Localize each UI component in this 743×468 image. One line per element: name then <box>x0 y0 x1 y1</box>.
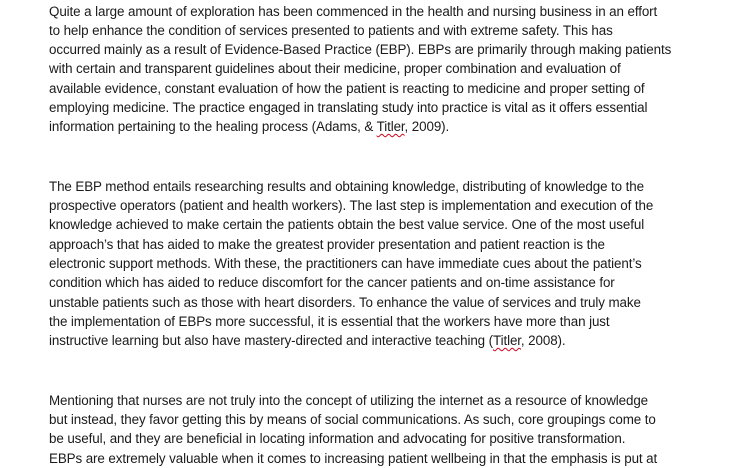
paragraph-line: Quite a large amount of exploration has been commenced in the health and nursing business in an effort <box>49 4 658 19</box>
paragraph-line: knowledge achieved to make certain the patients obtain the best value service. One of the most useful <box>49 217 645 232</box>
text-run: , 2009). <box>404 119 450 134</box>
paragraph-line: electronic support methods. With these, the practitioners can have immediate cues about the patient’s <box>49 256 642 271</box>
spelling-flag[interactable]: Titler <box>493 333 521 348</box>
paragraph-line: unstable patients such as those with heart disorders. To enhance the value of services and truly make <box>49 295 641 310</box>
paragraph-line <box>49 331 566 350</box>
spelling-flag[interactable]: Titler <box>376 119 405 134</box>
paragraph-line: employing medicine. The practice engaged in translating study into practice is vital as it offers essential <box>49 100 648 115</box>
paragraph-line: to help enhance the condition of services presented to patients and with extreme safety. This has <box>49 23 613 38</box>
paragraph-line: Mentioning that nurses are not truly into the concept of utilizing the internet as a resource of knowledge <box>49 393 649 408</box>
text-run: information pertaining to the healing process (Adams, & <box>49 119 377 134</box>
paragraph-line: occurred mainly as a result of Evidence-Based Practice (EBP). EBPs are primarily through making patients <box>49 42 672 57</box>
paragraph-line: with certain and transparent guidelines about their medicine, proper combination and evaluation of <box>49 61 621 76</box>
paragraph-line: condition which has aided to reduce discomfort for the cancer patients and on-time assistance for <box>49 275 615 290</box>
paragraph-line: EBPs are extremely valuable when it comes to increasing patient wellbeing in that the emphasis is put at <box>49 451 658 466</box>
text-run: , 2008). <box>520 333 566 348</box>
paragraph-line: but instead, they favor getting this by means of social communications. As such, core groupings come to <box>49 412 656 427</box>
paragraph-line: available evidence, constant evaluation of how the patient is reacting to medicine and proper setting of <box>49 81 645 96</box>
paragraph-line: The EBP method entails researching results and obtaining knowledge, distributing of knowledge to the <box>49 179 644 194</box>
text-run: instructive learning but also have mastery-directed and interactive teaching ( <box>49 333 493 348</box>
paragraph-line: approach’s that has aided to make the greatest provider presentation and patient reaction is the <box>49 237 605 252</box>
paragraph-line: be useful, and they are beneficial in locating information and advocating for positive transformation. <box>49 431 626 446</box>
paragraph-line <box>49 117 449 136</box>
paragraph-line: the implementation of EBPs more successful, it is essential that the workers have more than just <box>49 314 610 329</box>
paragraph-line: prospective operators (patient and health workers). The last step is implementation and execution of the <box>49 198 654 213</box>
